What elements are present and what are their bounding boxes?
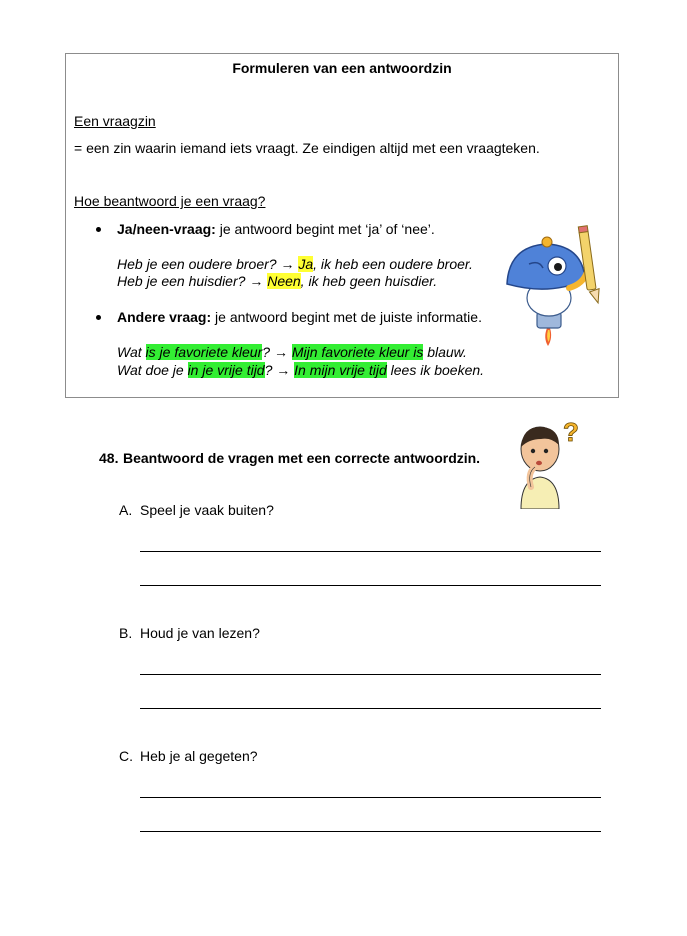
question-b-letter: B. — [119, 625, 133, 641]
vraagzin-heading: Een vraagzin — [74, 113, 156, 129]
question-a-letter: A. — [119, 502, 133, 518]
example-janeen-2 — [117, 273, 437, 290]
example-answer-rest: , ik heb een oudere broer. — [313, 256, 473, 272]
bullet-dot — [96, 315, 101, 320]
highlight-question: is je favoriete kleur — [145, 344, 263, 360]
question-b-text: Houd je van lezen? — [140, 625, 260, 641]
thinking-boy-icon — [513, 417, 583, 509]
arrow-icon: → — [276, 362, 291, 378]
exercise-instruction: Beantwoord de vragen met een correcte antwoordzin. — [123, 450, 481, 466]
example-question: ? — [262, 344, 274, 360]
exercise-number: 48. — [99, 450, 119, 466]
bullet-dot — [96, 227, 101, 232]
bullet-andere — [117, 309, 482, 326]
answer-line-c2[interactable] — [140, 831, 601, 832]
svg-text:?: ? — [563, 417, 579, 447]
example-answer-rest: , ik heb geen huisdier. — [300, 273, 438, 289]
highlight-question: in je vrije tijd — [187, 362, 265, 378]
answer-line-b2[interactable] — [140, 708, 601, 709]
example-question: ? — [264, 362, 277, 378]
bullet-janeen-text: je antwoord begint met ‘ja’ of ‘nee’. — [215, 221, 435, 237]
question-a-text: Speel je vaak buiten? — [140, 502, 274, 518]
example-andere-2 — [117, 362, 484, 379]
question-c-letter: C. — [119, 748, 133, 764]
answer-line-a2[interactable] — [140, 585, 601, 586]
example-question: Wat — [117, 344, 146, 360]
question-c-text: Heb je al gegeten? — [140, 748, 258, 764]
highlight-answer: In mijn vrije tijd — [294, 362, 387, 378]
highlight-answer: Neen — [267, 273, 301, 289]
arrow-icon: → — [249, 273, 264, 289]
example-question: Wat doe je — [117, 362, 188, 378]
highlight-answer: Ja — [298, 256, 314, 272]
robot-pencil-icon — [499, 224, 603, 349]
bullet-andere-label: Andere vraag: — [117, 309, 212, 325]
answer-line-b1[interactable] — [140, 674, 601, 675]
example-janeen-1 — [117, 256, 473, 273]
example-andere-1 — [117, 344, 467, 361]
example-question: Heb je een oudere broer? — [117, 256, 281, 272]
example-question: Heb je een huisdier? — [117, 273, 250, 289]
info-title: Formuleren van een antwoordzin — [232, 60, 452, 76]
arrow-icon: → — [273, 344, 288, 360]
info-box — [65, 53, 619, 398]
bullet-andere-text: je antwoord begint met de juiste informatie. — [211, 309, 482, 325]
example-answer-rest: blauw. — [423, 344, 467, 360]
example-answer-rest: lees ik boeken. — [386, 362, 485, 378]
answer-line-c1[interactable] — [140, 797, 601, 798]
bullet-janeen-label: Ja/neen-vraag: — [117, 221, 216, 237]
highlight-answer: Mijn favoriete kleur is — [291, 344, 424, 360]
beantwoord-heading: Hoe beantwoord je een vraag? — [74, 193, 266, 209]
arrow-icon: → — [280, 256, 295, 272]
bullet-janeen — [117, 221, 435, 238]
vraagzin-definition: = een zin waarin iemand iets vraagt. Ze eindigen altijd met een vraagteken. — [74, 140, 540, 156]
answer-line-a1[interactable] — [140, 551, 601, 552]
